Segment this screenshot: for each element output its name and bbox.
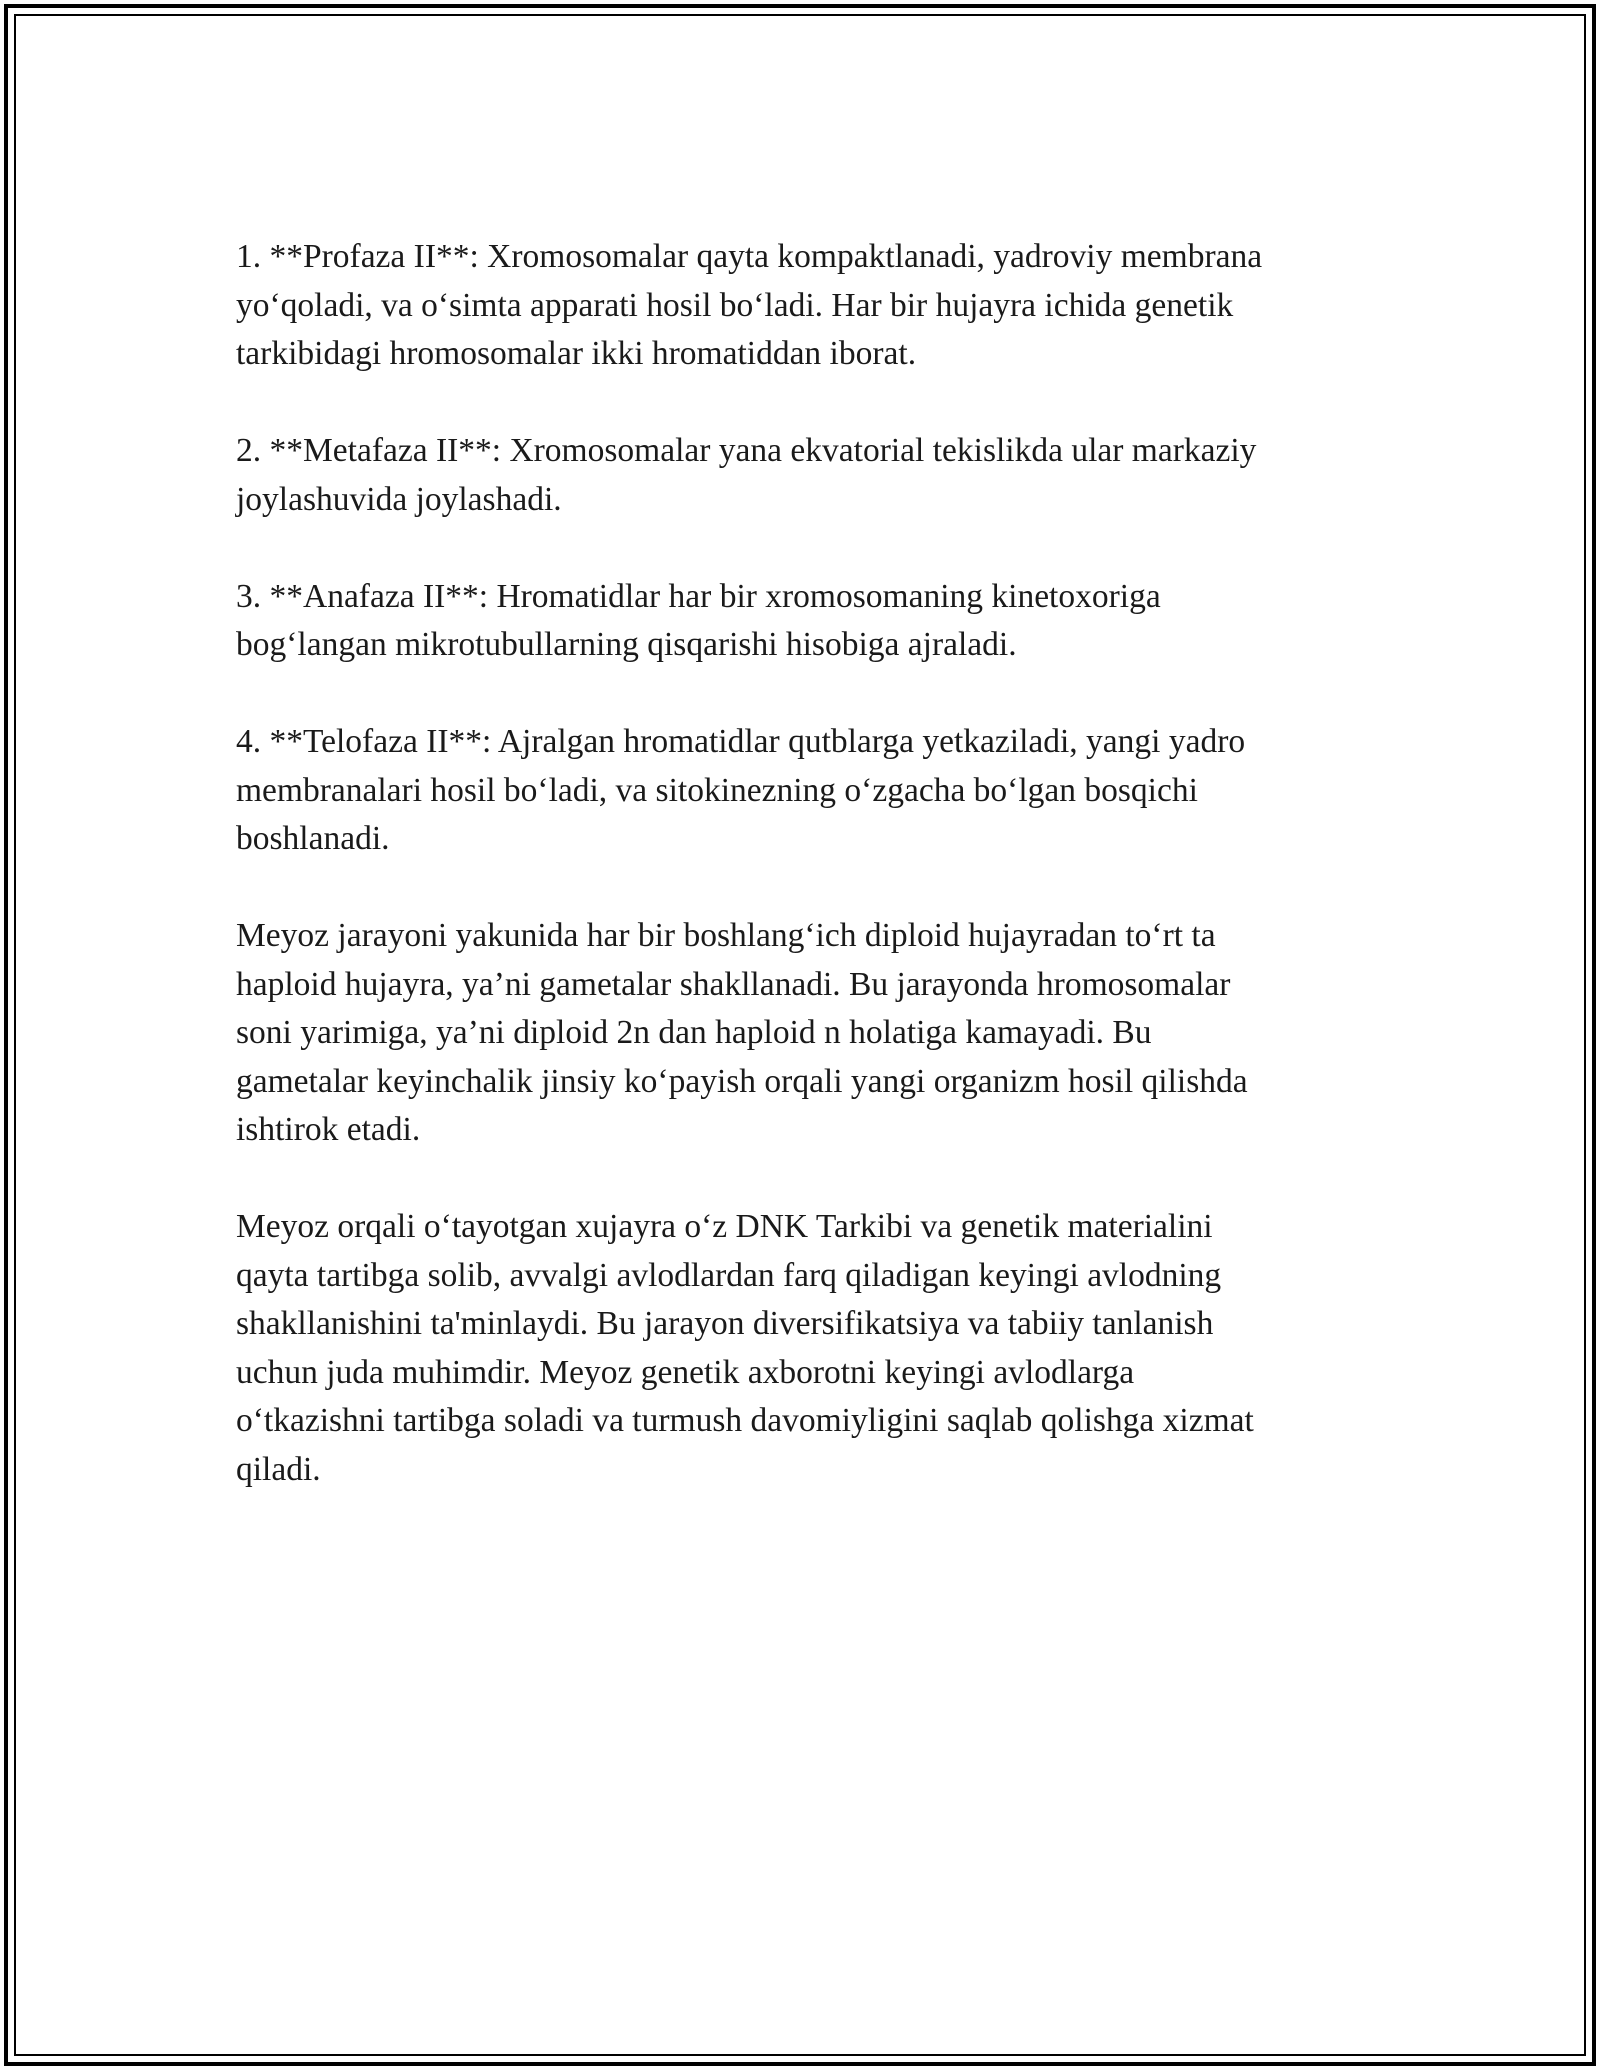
text-line: bog‘langan mikrotubullarning qisqarishi hisobiga ajraladi.	[236, 626, 1017, 663]
text-line: tarkibidagi hromosomalar ikki hromatiddan iborat.	[236, 335, 917, 372]
text-line: yo‘qoladi, va o‘simta apparati hosil bo‘ladi. Har bir hujayra ichida genetik	[236, 286, 1234, 324]
text-line: membranalari hosil bo‘ladi, va sitokinezning o‘zgacha bo‘lgan bosqichi	[236, 771, 1198, 809]
text-line: ishtirok etadi.	[236, 1111, 421, 1148]
text-line: shakllanishini ta'minlaydi. Bu jarayon diversifikatsiya va tabiiy tanlanish	[236, 1305, 1214, 1342]
document-body	[236, 233, 1376, 1543]
text-line: 4. **Telofaza II**: Ajralgan hromatidlar qutblarga yetkaziladi, yangi yadro	[236, 723, 1246, 760]
text-line: haploid hujayra, ya’ni gametalar shakllanadi. Bu jarayonda hromosomalar	[236, 965, 1231, 1003]
text-line: 3. **Anafaza II**: Hromatidlar har bir xromosomaning kinetoxoriga	[236, 577, 1161, 615]
text-line: 1. **Profaza II**: Xromosomalar qayta kompaktlanadi, yadroviy membrana	[236, 238, 1263, 275]
text-line: gametalar keyinchalik jinsiy ko‘payish orqali yangi organizm hosil qilishda	[236, 1062, 1248, 1100]
text-line: soni yarimiga, ya’ni diploid 2n dan haploid n holatiga kamayadi. Bu	[236, 1014, 1152, 1051]
text-line: qiladi.	[236, 1450, 321, 1488]
paragraph-metafaza	[236, 427, 1376, 524]
text-line: Meyoz jarayoni yakunida har bir boshlang‘ich diploid hujayradan to‘rt ta	[236, 917, 1216, 954]
text-line: qayta tartibga solib, avvalgi avlodlardan farq qiladigan keyingi avlodning	[236, 1256, 1222, 1294]
text-line: 2. **Metafaza II**: Xromosomalar yana ekvatorial tekislikda ular markaziy	[236, 432, 1257, 469]
paragraph-meyoz-significance	[236, 1203, 1376, 1494]
text-line: uchun juda muhimdir. Meyoz genetik axborotni keyingi avlodlarga	[236, 1353, 1135, 1391]
paragraph-profaza	[236, 233, 1376, 379]
text-line: boshlanadi.	[236, 820, 390, 857]
paragraph-meyoz-result	[236, 912, 1376, 1155]
text-line: o‘tkazishni tartibga soladi va turmush davomiyligini saqlab qolishga xizmat	[236, 1402, 1254, 1439]
paragraph-anafaza	[236, 573, 1376, 670]
text-line: Meyoz orqali o‘tayotgan xujayra o‘z DNK Tarkibi va genetik materialini	[236, 1208, 1213, 1245]
text-line: joylashuvida joylashadi.	[236, 480, 562, 518]
paragraph-telofaza	[236, 718, 1376, 864]
